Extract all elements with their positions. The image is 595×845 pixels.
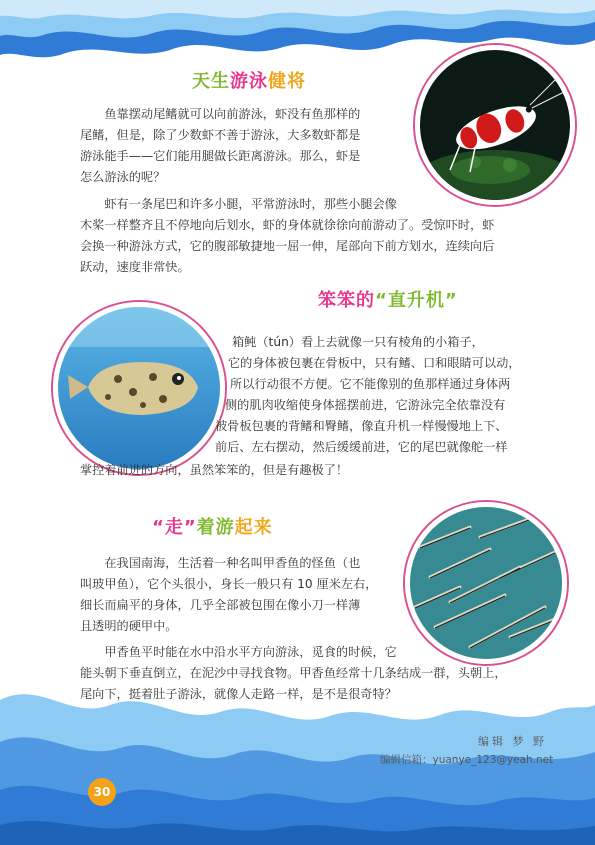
section3-line: 能头朝下垂直倒立，在泥沙中寻找食物。甲香鱼经常十几条结成一群，头朝上， bbox=[80, 666, 507, 680]
section1-title-part-a: 天生 bbox=[192, 71, 230, 92]
section2-body-g bbox=[80, 460, 348, 481]
section1-line: 虾有一条尾巴和许多小腿，平常游泳时，那些小腿会像 bbox=[80, 197, 397, 211]
section2-body-c bbox=[230, 374, 510, 395]
section1-line: 木桨一样整齐且不停地向后划水，虾的身体就徐徐向前游动了。受惊吓时，虾 bbox=[80, 218, 495, 232]
section3-line: 叫玻甲鱼），它个头很小，身长一般只有 10 厘米左右， bbox=[80, 577, 378, 591]
section2-line: 所以行动很不方便。它不能像别的鱼那样通过身体两 bbox=[230, 377, 511, 391]
section2-body-e bbox=[215, 416, 508, 437]
section2-line: 它的身体被包裹在骨板中，只有鳍、口和眼睛可以动， bbox=[228, 356, 521, 370]
section1-line: 跃动，速度非常快。 bbox=[80, 260, 190, 274]
section1-line: 尾鳍，但是，除了少数虾不善于游泳，大多数虾都是 bbox=[80, 128, 361, 142]
section1-line: 鱼靠摆动尾鳍就可以向前游泳，虾没有鱼那样的 bbox=[80, 107, 361, 121]
section1-line: 游泳能手——它们能用腿做长距离游泳。那么，虾是 bbox=[80, 149, 361, 163]
page-number: 30 bbox=[88, 778, 116, 806]
section3-title-part-b: 着游 bbox=[196, 517, 235, 538]
shrimpfish-school-photo bbox=[405, 502, 567, 664]
editor-credit: 编辑 梦 野 bbox=[478, 735, 547, 748]
section1-title-part-b: 游泳 bbox=[230, 71, 268, 92]
section2-body-b bbox=[228, 353, 521, 374]
section2-line: 掌控着前进的方向，虽然笨笨的，但是有趣极了！ bbox=[80, 463, 349, 477]
section2-title-part-a: 笨笨的 bbox=[318, 290, 375, 311]
section3-line: 尾向下，挺着肚子游泳，就像人走路一样，是不是很奇特？ bbox=[80, 687, 397, 701]
section2-line: 箱鲀（tún）看上去就像一只有棱角的小箱子， bbox=[232, 335, 484, 349]
boxfish-photo bbox=[53, 302, 225, 474]
section3-title-part-c: 起来 bbox=[234, 517, 273, 538]
section2-title bbox=[318, 286, 458, 312]
section1-title bbox=[192, 67, 306, 93]
section3-title bbox=[152, 513, 273, 539]
section1-line: 会换一种游泳方式，它的腹部敏捷地一屈一伸，尾部向下前方划水，连续向后 bbox=[80, 239, 495, 253]
section3-title-part-a: “走” bbox=[152, 517, 197, 538]
section2-body-d bbox=[225, 395, 505, 416]
section2-body-f bbox=[215, 437, 508, 458]
section3-body-2 bbox=[80, 642, 507, 705]
section3-line: 且透明的硬甲中。 bbox=[80, 619, 178, 633]
section1-title-part-c: 健将 bbox=[268, 71, 306, 92]
section1-line: 怎么游泳的呢？ bbox=[80, 170, 166, 184]
section2-body bbox=[232, 332, 484, 353]
red-white-shrimp-photo bbox=[415, 45, 575, 205]
section3-line: 甲香鱼平时能在水中沿水平方向游泳，觅食的时候，它 bbox=[80, 645, 397, 659]
section2-line: 被骨板包裹的背鳍和臀鳍，像直升机一样慢慢地上下、 bbox=[215, 419, 508, 433]
section2-title-part-b: “直升机” bbox=[375, 290, 458, 311]
section3-body bbox=[80, 553, 377, 637]
section1-body bbox=[80, 104, 360, 188]
section2-line: 前后、左右摆动，然后缓缓前进，它的尾巴就像舵一样 bbox=[215, 440, 508, 454]
section3-line: 在我国南海，生活着一种名叫甲香鱼的怪鱼（也 bbox=[80, 556, 361, 570]
section3-line: 细长而扁平的身体，几乎全部被包围在像小刀一样薄 bbox=[80, 598, 361, 612]
editor-email: 编辑信箱：yuanye_123@yeah.net bbox=[380, 754, 554, 766]
section1-body-2 bbox=[80, 194, 494, 278]
section2-line: 侧的肌肉收缩使身体摇摆前进，它游泳完全依靠没有 bbox=[225, 398, 506, 412]
